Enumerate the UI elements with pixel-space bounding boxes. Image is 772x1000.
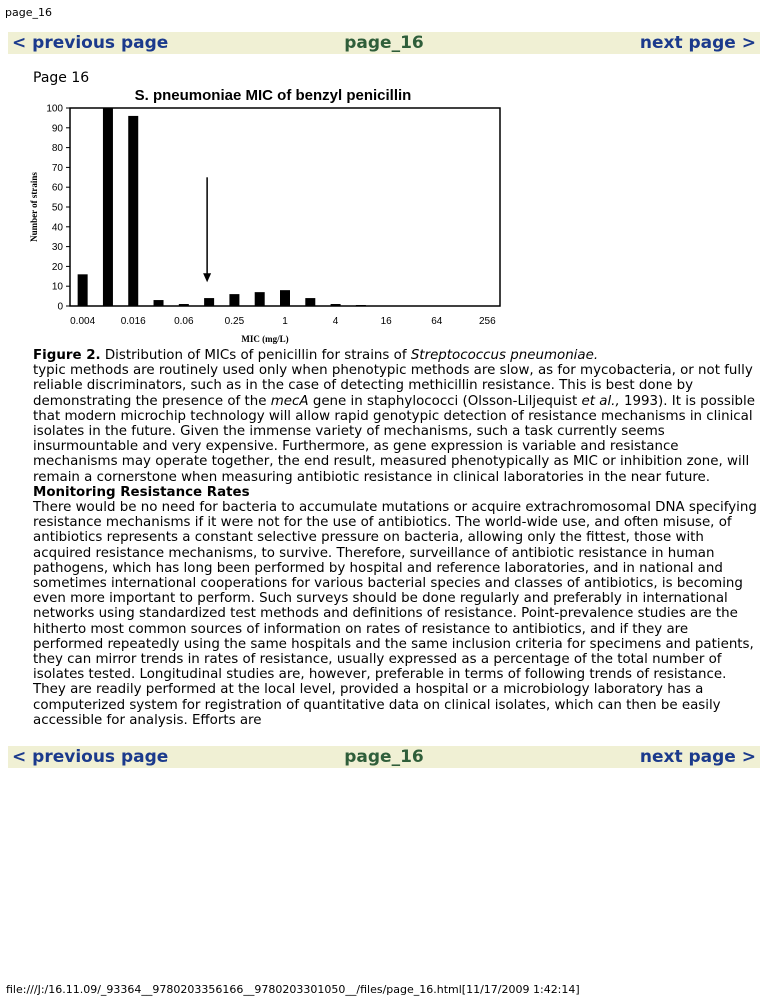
bar-0.03: [154, 300, 164, 306]
chart-title: S. pneumoniae MIC of benzyl penicillin: [134, 87, 412, 104]
bar-0.12: [204, 298, 214, 306]
bar-0.004: [78, 274, 88, 306]
y-tick-label: 70: [51, 162, 63, 174]
mic-distribution-figure: [28, 84, 508, 346]
y-axis-label: Number of strains: [29, 172, 39, 242]
y-tick-label: 40: [51, 222, 63, 234]
y-tick-label: 60: [51, 182, 63, 194]
x-tick-label: 64: [431, 316, 443, 327]
bar-1: [280, 290, 290, 306]
bar-0.06: [179, 304, 189, 306]
x-axis-label: MIC (mg/L): [241, 334, 289, 344]
paragraph-text: 1993). It is possible that modern microchip technology will allow rapid genotypic detection of resistance mechanisms in clinical isolates in the future. Given the immense variety of mechanisms, such a task currently seems insurmountable and very expensive. Furthermore, as gene expression is variable and resistance mechanisms may operate together, the end result, measured phenotypically as MIC or inhibition zone, will remain a cornerstone when measuring antibiotic resistance in clinical laboratories in the near future.: [33, 393, 756, 485]
bar-0.25: [229, 294, 239, 306]
x-tick-label: 0.016: [120, 316, 146, 327]
paragraph-text: gene in staphylococci (Olsson-Liljequist: [308, 393, 582, 409]
bar-2: [305, 298, 315, 306]
y-tick-label: 10: [51, 281, 63, 293]
y-tick-label: 100: [46, 103, 63, 115]
bottom-navigation-bar: [8, 746, 760, 768]
paragraph-text: typic methods are routinely used only when phenotypic methods are slow, as for mycobacteria, or not fully reliable discriminators, such as in the case of detecting methicillin resistance. This is best done by demonstrating the presence of the: [33, 363, 753, 409]
y-tick-label: 50: [51, 202, 63, 214]
file-path-footer: file:///J:/16.11.09/_93364__9780203356166__9780203301050__/files/page_16.html[11/17/2009 1:42:14]: [6, 983, 580, 996]
y-tick-label: 80: [51, 143, 63, 155]
mic-bar-chart: [28, 84, 508, 346]
caption-species: Streptococcus pneumoniae.: [410, 348, 599, 363]
x-tick-label: 0.004: [70, 316, 96, 327]
body-paragraph-2: There would be no need for bacteria to accumulate mutations or acquire extrachromosomal DNA specifying resistance mechanisms if it were not for the use of antibiotics. The world-wide use, and often misuse, of antibiotics represents a constant selective pressure on bacteria, allowing only the fittest, those with acquired resistance mechanisms, to survive. Therefore, surveillance of antibiotic resistance in human pathogens, which has long been performed by hospital and reference laboratories, and in national and sometimes international cooperations for various bacterial species and classes of antibiotics, is becoming even more important to perform. Such surveys should be done regularly and preferably in international networks using standardized test methods and definitions of resistance. Point-prevalence studies are the hitherto most common sources of information on rates of resistance to antibiotics, and if they are performed repeatedly using the same hospitals and the same inclusion criteria for specimens and patients, they can mirror trends in rates of resistance, usually expressed as a percentage of the total number of isolates tested. Longitudinal studies are, however, preferable in terms of following trends of resistance. They are readily performed at the local level, provided a hospital or a microbiology laboratory has a computerized system for registration of quantitative data on clinical isolates, which can then be easily accessible for analysis. Efforts are: [33, 500, 757, 728]
gene-name: mecA: [270, 393, 309, 409]
page-number-label: Page 16: [33, 70, 90, 86]
page-body: [33, 348, 758, 728]
previous-page-link[interactable]: < previous page: [12, 747, 169, 767]
current-page-label: page_16: [344, 747, 424, 767]
bar-0.008: [103, 108, 113, 306]
top-navigation-bar: [8, 32, 760, 54]
y-tick-label: 90: [51, 123, 63, 135]
bar-8: [356, 305, 366, 307]
x-tick-label: 0.06: [174, 316, 194, 327]
x-tick-label: 16: [380, 316, 392, 327]
x-tick-label: 256: [479, 316, 496, 327]
bar-0.5: [255, 292, 265, 306]
previous-page-link[interactable]: < previous page: [12, 33, 169, 53]
arrow-head: [203, 273, 211, 282]
current-page-label: page_16: [344, 33, 424, 53]
next-page-link[interactable]: next page >: [639, 33, 756, 53]
x-tick-label: 0.25: [224, 316, 245, 327]
y-tick-label: 20: [51, 261, 63, 273]
citation-etal: et al.,: [581, 393, 620, 409]
section-heading: Monitoring Resistance Rates: [33, 484, 250, 500]
body-paragraph-1: [33, 363, 758, 485]
y-tick-label: 30: [51, 242, 63, 254]
next-page-link[interactable]: next page >: [639, 747, 756, 767]
x-tick-label: 1: [282, 316, 288, 327]
caption-label: Figure 2.: [33, 348, 101, 363]
tab-title: page_16: [5, 6, 52, 19]
y-tick-label: 0: [57, 301, 63, 313]
caption-text: Distribution of MICs of penicillin for strains of: [100, 348, 411, 363]
x-tick-label: 4: [332, 316, 339, 327]
bar-4: [331, 304, 341, 306]
bar-0.016: [128, 116, 138, 306]
figure-caption: [33, 348, 758, 363]
